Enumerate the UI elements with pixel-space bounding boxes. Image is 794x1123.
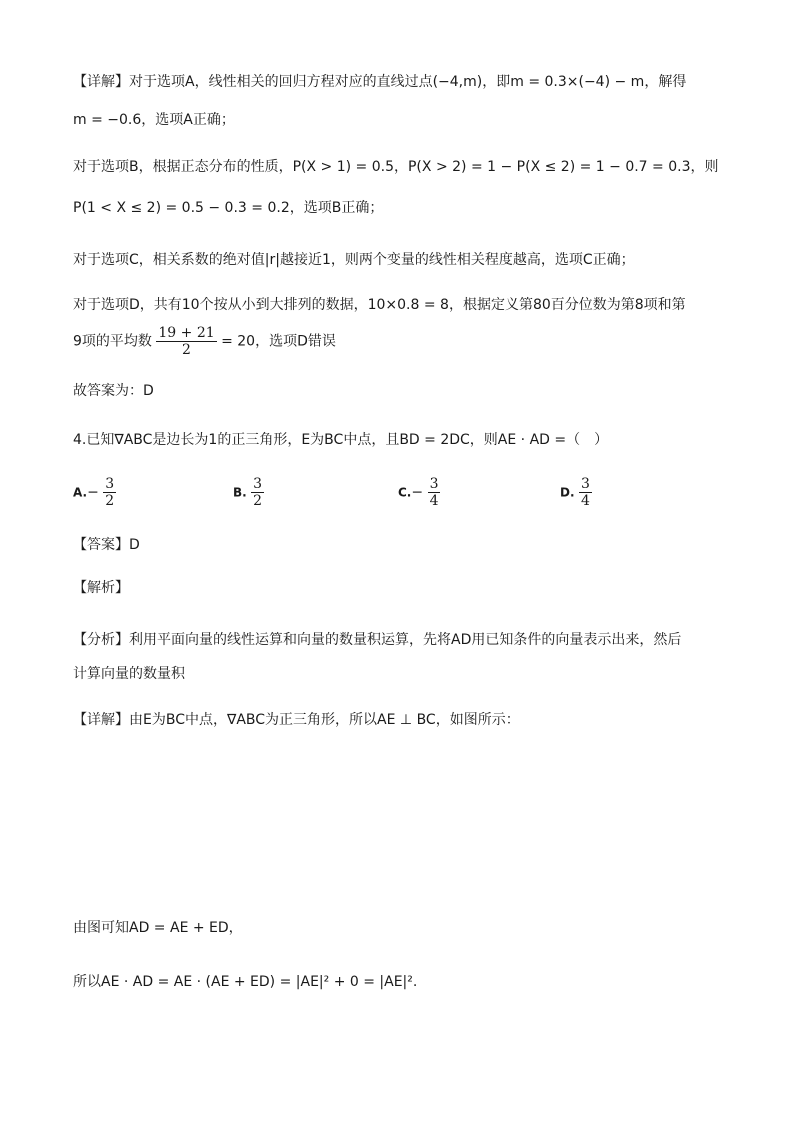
option-sign: − — [87, 484, 99, 501]
final-answer-line: 故答案为：D — [73, 383, 154, 399]
question-4: 4.已知∇ABC是边长为1的正三角形，E为BC中点，且BD = 2DC，则AE · AD =（ ） — [73, 432, 609, 448]
option-fraction — [579, 476, 592, 509]
analysis-fenxi-line-2: 计算向量的数量积 — [73, 666, 185, 682]
option-c — [398, 476, 440, 509]
analysis-fenxi-line-1: 【分析】利用平面向量的线性运算和向量的数量积运算，先将AD用已知条件的向量表示出来，然后 — [73, 632, 682, 648]
analysis-detail-line: 【详解】由E为BC中点，∇ABC为正三角形，所以AE ⊥ BC，如图所示： — [73, 712, 520, 728]
detail-option-b-line-1: 对于选项B，根据正态分布的性质，P(X > 1) = 0.5，P(X > 2) = 1 − P(X ≤ 2) = 1 − 0.7 = 0.3，则 — [73, 159, 719, 175]
option-b — [233, 476, 264, 509]
detail-option-a-line-1: 【详解】对于选项A，线性相关的回归方程对应的直线过点(−4,m)，即m = 0.3×(−4) − m，解得 — [73, 74, 687, 90]
detail-option-d-line-1: 对于选项D，共有10个按从小到大排列的数据，10×0.8 = 8，根据定义第80百分位数为第8项和第 — [73, 297, 686, 313]
fraction-numerator: 3 — [580, 476, 590, 492]
detail-option-d-line-2 — [73, 325, 336, 358]
figure-conclusion-line-1: 由图可知AD = AE + ED， — [73, 920, 243, 936]
fraction-numerator: 3 — [105, 476, 115, 492]
option-sign: − — [411, 484, 424, 501]
detail-option-a-line-2: m = −0.6，选项A正确； — [73, 112, 235, 128]
average-fraction — [156, 325, 216, 358]
detail-option-b-line-2: P(1 < X ≤ 2) = 0.5 − 0.3 = 0.2，选项B正确； — [73, 200, 384, 216]
option-a — [73, 476, 116, 509]
figure-placeholder — [73, 750, 713, 900]
detail-option-c-line: 对于选项C，相关系数的绝对值|r|越接近1，则两个变量的线性相关程度越高，选项C正确； — [73, 252, 635, 268]
avg-result-text: = 20，选项D错误 — [221, 333, 336, 350]
option-fraction — [251, 476, 264, 509]
option-label: C. — [398, 485, 412, 500]
fraction-denominator: 2 — [253, 493, 263, 509]
fraction-denominator: 4 — [580, 493, 590, 509]
fraction-numerator: 3 — [253, 476, 263, 492]
fraction-numerator: 19 + 21 — [158, 325, 215, 341]
fraction-denominator: 4 — [429, 493, 439, 509]
option-fraction — [103, 476, 116, 509]
fraction-denominator: 2 — [182, 342, 191, 358]
figure-conclusion-line-2: 所以AE · AD = AE · (AE + ED) = |AE|² + 0 = |AE|². — [73, 974, 418, 990]
option-fraction — [428, 476, 441, 509]
fraction-denominator: 2 — [105, 493, 115, 509]
option-label: A. — [73, 485, 88, 500]
option-label: D. — [560, 485, 575, 500]
analysis-title: 【解析】 — [73, 580, 129, 596]
option-label: B. — [233, 485, 247, 500]
option-d — [560, 476, 592, 509]
avg-text: 9项的平均数 — [73, 333, 152, 350]
answer-line: 【答案】D — [73, 537, 140, 553]
fraction-numerator: 3 — [429, 476, 439, 492]
